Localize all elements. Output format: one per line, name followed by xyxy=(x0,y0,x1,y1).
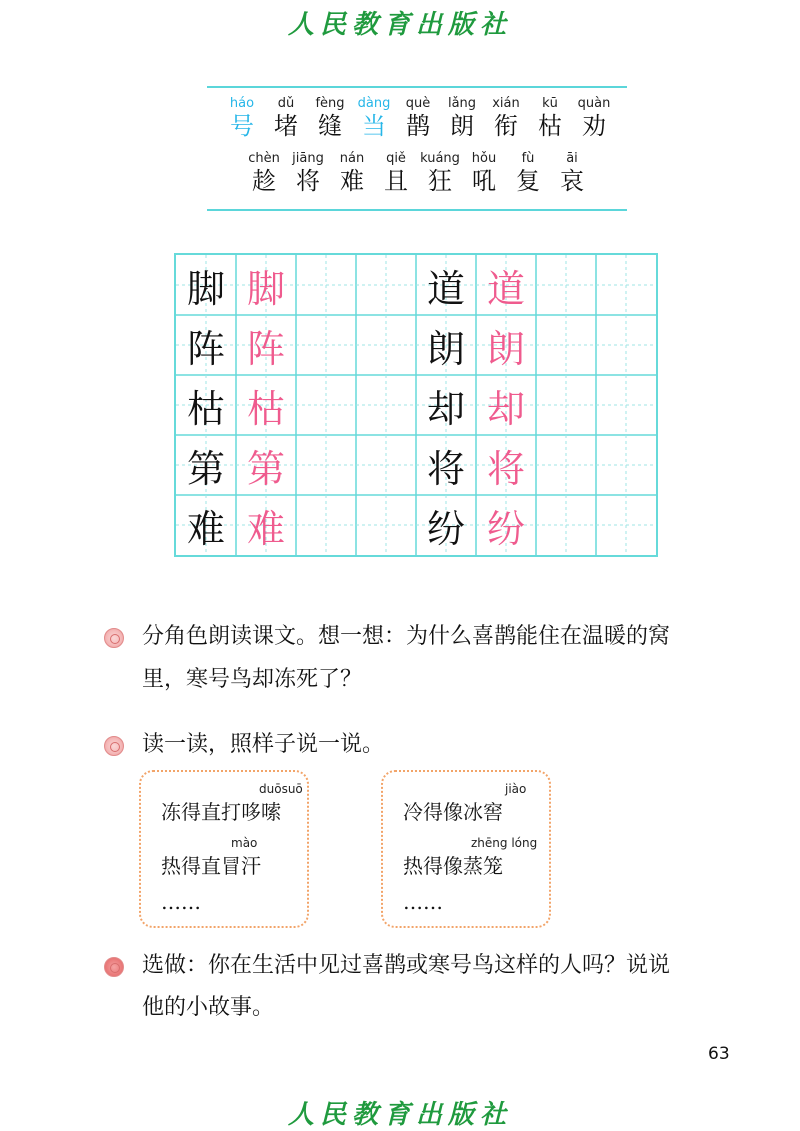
row2-word-2 xyxy=(288,151,328,195)
exercise-3-line-1: 选做：你在生活中见过喜鹊或寒号鸟这样的人吗？说说 xyxy=(142,953,671,978)
publisher-logo-top: 人民教育出版社 xyxy=(287,10,512,40)
grid-char-model: 纷 xyxy=(426,506,465,551)
grid-char-trace: 阵 xyxy=(246,326,285,371)
grid-char-model: 将 xyxy=(426,446,465,491)
pinyin: háo xyxy=(229,96,255,111)
hanzi: 复 xyxy=(516,167,540,195)
example-left-ellipsis: …… xyxy=(161,890,201,914)
row1-word-4 xyxy=(354,96,394,140)
grid-char-model: 脚 xyxy=(186,266,225,311)
exercise-3-line-2: 他的小故事。 xyxy=(142,995,275,1020)
pinyin: xián xyxy=(492,96,520,111)
grid-char-trace: 道 xyxy=(486,266,525,311)
row1-word-7 xyxy=(486,96,526,140)
hanzi: 狂 xyxy=(428,167,452,195)
row1-word-9 xyxy=(574,96,614,140)
grid-char-trace: 纷 xyxy=(486,506,525,551)
row2-word-8 xyxy=(552,151,592,195)
row2-word-6 xyxy=(464,151,504,195)
pinyin: què xyxy=(405,96,431,111)
hanzi: 鹊 xyxy=(406,112,430,140)
grid-char-trace: 枯 xyxy=(246,386,285,431)
grid-char-model: 第 xyxy=(186,446,225,491)
grid-char-trace: 难 xyxy=(246,506,285,551)
example-box-right xyxy=(381,770,551,928)
pinyin: kuáng xyxy=(420,151,460,166)
exercise-1-icon xyxy=(104,628,124,648)
hanzi: 劝 xyxy=(582,112,606,140)
grid-char-trace: 脚 xyxy=(246,266,285,311)
pinyin: dàng xyxy=(357,96,391,111)
pinyin: dǔ xyxy=(277,96,295,111)
pinyin-duosuo: duōsuō xyxy=(259,782,303,796)
pinyin: lǎng xyxy=(447,96,477,111)
example-right-line-1: 冷得像冰窖 xyxy=(403,800,503,824)
pinyin-zhenglong: zhēng lóng xyxy=(471,836,538,850)
example-left-line-1: 冻得直打哆嗦 xyxy=(161,800,281,824)
hanzi: 难 xyxy=(340,167,364,195)
pinyin: fèng xyxy=(315,96,345,111)
row1-word-1 xyxy=(222,96,262,140)
exercise-2-icon xyxy=(104,736,124,756)
grid-char-model: 道 xyxy=(426,266,465,311)
grid-char-trace: 朗 xyxy=(486,326,525,371)
row2-word-4 xyxy=(376,151,416,195)
pinyin-jiao: jiào xyxy=(505,782,527,796)
example-right-ellipsis: …… xyxy=(403,890,443,914)
example-right-line-2: 热得像蒸笼 xyxy=(403,854,503,878)
pinyin: nán xyxy=(339,151,365,166)
hanzi: 枯 xyxy=(538,112,562,140)
pinyin: qiě xyxy=(386,151,406,166)
grid-char-model: 枯 xyxy=(186,386,225,431)
row1-word-3 xyxy=(310,96,350,140)
row1-word-5 xyxy=(398,96,438,140)
example-left-line-2: 热得直冒汗 xyxy=(161,854,261,878)
exercise-1-line-1: 分角色朗读课文。想一想：为什么喜鹊能住在温暖的窝 xyxy=(142,624,671,649)
pinyin-mao: mào xyxy=(231,836,258,850)
hanzi: 缝 xyxy=(318,112,342,140)
hanzi: 堵 xyxy=(274,112,298,140)
hanzi: 当 xyxy=(362,112,386,140)
character-writing-grid xyxy=(174,253,658,557)
hanzi: 将 xyxy=(296,167,320,195)
grid-char-trace: 第 xyxy=(246,446,285,491)
grid-char-trace: 却 xyxy=(486,386,525,431)
grid-char-trace: 将 xyxy=(486,446,525,491)
vocab-row-1 xyxy=(208,96,628,140)
pinyin: āi xyxy=(566,151,578,166)
publisher-logo-bottom: 人民教育出版社 xyxy=(287,1100,512,1130)
exercise-1-line-2: 里，寒号鸟却冻死了？ xyxy=(142,667,363,692)
row1-word-6 xyxy=(442,96,482,140)
row2-word-5 xyxy=(420,151,460,195)
grid-char-model: 却 xyxy=(426,386,465,431)
pinyin: jiāng xyxy=(292,151,324,166)
example-box-left xyxy=(139,770,309,928)
pinyin: fù xyxy=(521,151,535,166)
exercise-2-text: 读一读，照样子说一说。 xyxy=(142,732,385,757)
pinyin: quàn xyxy=(577,96,611,111)
row1-word-2 xyxy=(266,96,306,140)
row2-word-3 xyxy=(332,151,372,195)
pinyin: kū xyxy=(542,96,558,111)
hanzi: 衔 xyxy=(494,112,518,140)
page-number: 63 xyxy=(708,1044,730,1064)
vocab-row-2 xyxy=(208,151,628,195)
exercise-3-icon xyxy=(104,957,124,977)
vocab-top-rule xyxy=(207,86,627,88)
grid-char-model: 朗 xyxy=(426,326,465,371)
pinyin: chèn xyxy=(248,151,280,166)
hanzi: 号 xyxy=(230,112,254,140)
pinyin: hǒu xyxy=(471,151,497,166)
hanzi: 趁 xyxy=(252,167,276,195)
row2-word-7 xyxy=(508,151,548,195)
hanzi: 且 xyxy=(384,167,408,195)
row2-word-1 xyxy=(244,151,284,195)
row1-word-8 xyxy=(530,96,570,140)
hanzi: 吼 xyxy=(472,167,496,195)
hanzi: 朗 xyxy=(450,112,474,140)
vocab-bottom-rule xyxy=(207,209,627,211)
grid-char-model: 难 xyxy=(186,506,225,551)
grid-char-model: 阵 xyxy=(186,326,225,371)
hanzi: 哀 xyxy=(560,167,584,195)
